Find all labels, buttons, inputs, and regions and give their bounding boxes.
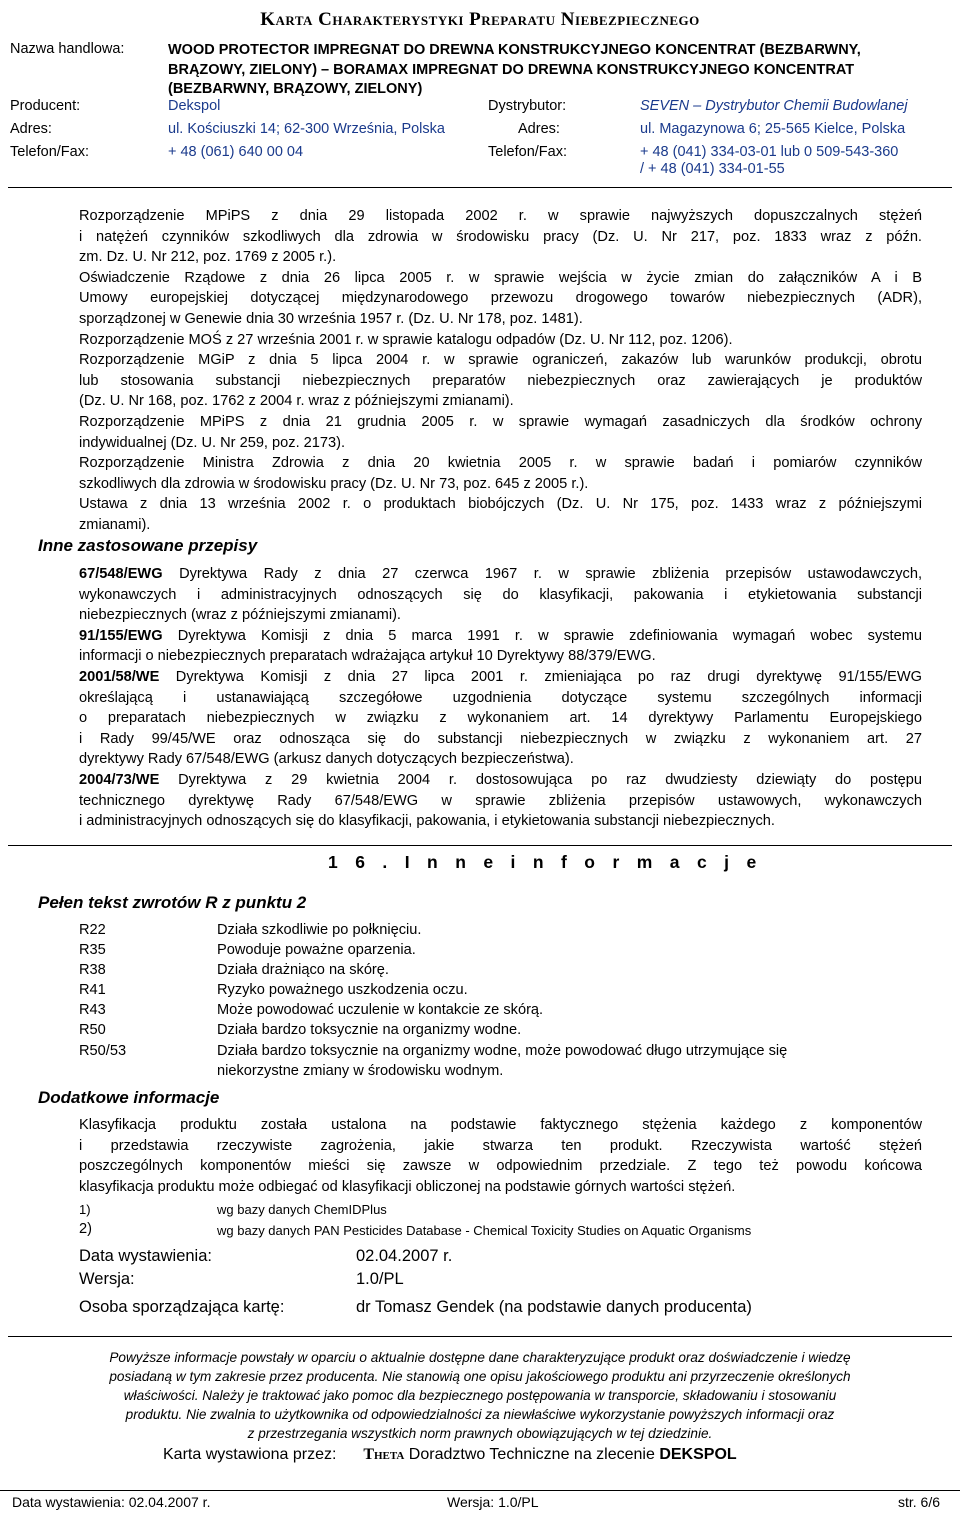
r-phrase-text: Działa szkodliwie po połknięciu. (217, 922, 422, 938)
directive-line: niebezpiecznych (wraz z późniejszymi zmianami). (79, 607, 401, 624)
regulation-line: Rozporządzenie MPiPS z dnia 29 listopada 2002 r. w sprawie najwyższych dopuszczalnych stężeń (79, 208, 922, 224)
distributor-value: SEVEN – Dystrybutor Chemii Budowlanej (640, 98, 908, 114)
directive-text: Dyrektywa z 29 kwietnia 2004 r. dostosowująca po raz dwudziesty dziewiąty do postępu (178, 771, 922, 788)
regulation-line: indywidualnej (Dz. U. Nr 259, poz. 2173). (79, 434, 346, 451)
r-phrase-code: R50/53 (79, 1043, 127, 1059)
other-regulations-heading: Inne zastosowane przepisy (38, 536, 258, 555)
trade-name-line: (BEZBARWNY, BRĄZOWY, ZIELONY) (168, 81, 423, 97)
r-phrase-code: R43 (79, 1002, 106, 1018)
directive-code: 2001/58/WE (79, 668, 160, 685)
r-phrase-code: R22 (79, 922, 106, 938)
r-phrase-text: Działa bardzo toksycznie na organizmy wodne. (217, 1022, 522, 1038)
regulation-line: Oświadczenie Rządowe z dnia 26 lipca 2005 r. w sprawie wejścia w życie zmian do załączników A i B (79, 269, 922, 286)
regulation-line: (Dz. U. Nr 168, poz. 1762 z 2004 r. wraz z późniejszymi zmianami). (79, 393, 514, 410)
footer-divider (0, 1490, 960, 1491)
regulation-line: Rozporządzenie MGiP z dnia 5 lipca 2004 r. w sprawie ograniczeń, zakazów lub warunków produkcji, obrotu (79, 352, 922, 369)
directive-line: i administracyjnych odnoszących się do klasyfikacji, pakowania, i etykietowania substancji niebezpiecznych. (79, 813, 775, 830)
trade-name-label: Nazwa handlowa: (10, 41, 125, 57)
directive-line (79, 667, 922, 688)
directive-line: technicznego dyrektywę Rady 67/548/EWG w sprawie zbliżenia przepisów ustawowych, wykonawczych (79, 792, 922, 809)
producer-address: ul. Kościuszki 14; 62-300 Września, Polska (168, 121, 445, 137)
directive-text: Dyrektywa Komisji z dnia 5 marca 1991 r. w sprawie zdefiniowania wymagań wobec systemu (177, 627, 922, 644)
r-phrase-code: R35 (79, 942, 106, 958)
distributor-phone-2: / + 48 (041) 334-01-55 (640, 161, 785, 177)
regulation-line: Rozporządzenie MOŚ z 27 września 2001 r. w sprawie katalogu odpadów (Dz. U. Nr 112, poz. 1206). (79, 331, 733, 348)
document-title: Karta Charakterystyki Preparatu Niebezpiecznego (260, 9, 700, 30)
distributor-phone-label: Telefon/Fax: (488, 144, 567, 160)
section-16-title: 1 6 . I n n e i n f o r m a c j e (328, 852, 763, 872)
additional-info-heading: Dodatkowe informacje (38, 1088, 220, 1107)
regulation-line: zmianami). (79, 516, 151, 533)
directive-line: o preparatach niebezpiecznych w związku z wykonaniem art. 14 dyrektywy Parlamentu Europejskiego (79, 710, 922, 727)
r-phrase-code: R50 (79, 1022, 106, 1038)
regulation-line: Ustawa z dnia 13 września 2002 r. o produktach biobójczych (Dz. U. Nr 175, poz. 1433 wraz z późniejszymi (79, 496, 922, 513)
footnote-2-text: wg bazy danych PAN Pesticides Database - Chemical Toxicity Studies on Aquatic Organisms (217, 1223, 752, 1238)
producer-address-label: Adres: (10, 121, 52, 137)
header-divider (8, 187, 952, 188)
distributor-phone: + 48 (041) 334-03-01 lub 0 509-543-360 (640, 144, 899, 160)
directive-line: informacji o niebezpiecznych preparatach wdrażająca artykuł 10 Dyrektywy 88/379/EWG. (79, 648, 656, 665)
r-phrase-text: Powoduje poważne oparzenia. (217, 942, 416, 958)
regulation-line: lub stosowania substancji niebezpiecznych preparatów niebezpiecznych oraz zawierających je produktów (79, 372, 922, 389)
producer-value: Dekspol (168, 98, 221, 114)
issue-date-value: 02.04.2007 r. (356, 1247, 453, 1265)
footer-date: Data wystawienia: 02.04.2007 r. (12, 1494, 211, 1510)
footnote-1-number: 1) (79, 1202, 91, 1217)
producer-label: Producent: (10, 98, 81, 114)
disclaimer-divider (8, 1336, 952, 1337)
r-phrase-code: R38 (79, 962, 106, 978)
version-value: 1.0/PL (356, 1270, 404, 1288)
r-phrase-code: R41 (79, 982, 106, 998)
producer-phone: + 48 (061) 640 00 04 (168, 144, 304, 160)
directive-line (79, 626, 922, 647)
r-phrase-text: Działa drażniąco na skórę. (217, 962, 389, 978)
additional-info-line: poszczególnych komponentów mieści się zawsze w odpowiednim przedziale. Z tego też powodu końcowa (79, 1158, 922, 1175)
footer-version: Wersja: 1.0/PL (447, 1494, 539, 1510)
producer-phone-label: Telefon/Fax: (10, 144, 89, 160)
regulations-block (79, 206, 922, 536)
issuer-client: DEKSPOL (659, 1446, 737, 1463)
additional-info-line: klasyfikacja produktu może odbiegać od klasyfikacji obliczonej na podstawie górnych wartości stężeń. (79, 1178, 736, 1195)
directive-line: określającą i ustanawiającą szczegółowe uzgodnienia dotyczące systemu szczególnych informacji (79, 689, 922, 706)
regulation-line: zm. Dz. U. Nr 212, poz. 1769 z 2005 r.). (79, 249, 337, 266)
trade-name-line: BRĄZOWY, ZIELONY) – BORAMAX IMPREGNAT DO DREWNA KONSTRUKCYJNEGO KONCENTRAT (168, 61, 855, 78)
r-phrase-text: niekorzystne zmiany w środowisku wodnym. (217, 1063, 504, 1079)
disclaimer-line: posiadaną w tym zakresie przez producenta. Nie stanowią one opisu jakościowego produktu ani przyrzeczenie określonych (109, 1369, 851, 1384)
distributor-address-label: Adres: (518, 121, 560, 137)
directive-line: i Rady 99/45/WE oraz odnosząca się do substancji niebezpiecznych w związku z wykonaniem art. 27 (79, 730, 922, 747)
disclaimer-line: z przestrzegania wszystkich norm prawnych obowiązujących w tej dziedzinie. (247, 1426, 713, 1441)
section-divider (8, 845, 952, 846)
directive-code: 91/155/EWG (79, 627, 163, 644)
disclaimer (40, 1348, 920, 1443)
additional-info-line: Klasyfikacja produktu została ustalona na podstawie faktycznego stężenia każdego z komponentów (79, 1117, 922, 1133)
issuer-description: Doradztwo Techniczne na zlecenie (408, 1446, 655, 1463)
issued-by-label: Karta wystawiona przez: (163, 1446, 337, 1463)
directive-text: Dyrektywa Rady z dnia 27 czerwca 1967 r. w sprawie zbliżenia przepisów ustawodawczych, (179, 566, 922, 582)
regulation-line: i natężeń czynników szkodliwych dla zdrowia w środowisku pracy (Dz. U. Nr 217, poz. 1833 wraz z późn. (79, 228, 922, 245)
version-label: Wersja: (79, 1270, 135, 1288)
issuer-company: Theta (363, 1446, 405, 1463)
directive-code: 67/548/EWG (79, 566, 163, 582)
r-phrase-text: Może powodować uczulenie w kontakcie ze skórą. (217, 1002, 544, 1018)
r-phrases-heading: Pełen tekst zwrotów R z punktu 2 (38, 893, 307, 912)
footnote-1-text: wg bazy danych ChemIDPlus (217, 1202, 387, 1217)
directives-block (79, 564, 922, 832)
footer-page-number: str. 6/6 (898, 1494, 941, 1510)
directive-line: wykonawczych i administracyjnych odnoszących się do klasyfikacji, pakowania i etykietowania substancji (79, 586, 922, 603)
additional-info-line: i przedstawia rzeczywiste zagrożenia, jakie stwarza ten produkt. Rzeczywista wartość stężeń (79, 1137, 922, 1154)
distributor-label: Dystrybutor: (488, 98, 567, 114)
directive-line (79, 770, 922, 791)
regulation-line: Rozporządzenie Ministra Zdrowia z dnia 20 kwietnia 2005 r. w sprawie badań i pomiarów czynników (79, 455, 922, 472)
disclaimer-line: Powyższe informacje powstały w oparciu o aktualnie dostępne dane charakteryzujące produkt oraz doświadczenie i wiedzę (109, 1350, 851, 1365)
footnote-2-number: 2) (79, 1221, 92, 1237)
regulation-line: sporządzonej w Genewie dnia 30 września 1957 r. (Dz. U. Nr 178, poz. 1481). (79, 310, 583, 327)
r-phrase-text: Ryzyko poważnego uszkodzenia oczu. (217, 982, 468, 998)
issue-date-label: Data wystawienia: (79, 1247, 212, 1265)
r-phrase-text: Działa bardzo toksycznie na organizmy wodne, może powodować długo utrzymujące się (217, 1043, 788, 1059)
trade-name-line: WOOD PROTECTOR IMPREGNAT DO DREWNA KONSTRUKCYJNEGO KONCENTRAT (BEZBARWNY, (168, 42, 861, 58)
distributor-address: ul. Magazynowa 6; 25-565 Kielce, Polska (640, 121, 906, 137)
disclaimer-line: produktu. Nie zwalnia to użytkownika od odpowiedzialności za niewłaściwe wykorzystanie powyższych informacji oraz (125, 1407, 835, 1422)
directive-line (79, 564, 922, 585)
regulation-line: Rozporządzenie MPiPS z dnia 21 grudnia 2005 r. w sprawie wymagań zasadniczych dla środków ochrony (79, 413, 922, 430)
disclaimer-line: właściwości. Należy je traktować jako pomoc dla bezpiecznego postępowania w transporcie, składowaniu i stosowaniu (123, 1388, 837, 1403)
directive-text: Dyrektywa Komisji z dnia 27 lipca 2001 r. zmieniająca po raz drugi dyrektywę 91/155/EWG (175, 668, 922, 685)
author-label: Osoba sporządzająca kartę: (79, 1298, 285, 1316)
additional-info-text (79, 1115, 922, 1197)
trade-name (168, 41, 861, 100)
regulation-line: Umowy europejskiej dotyczącej międzynarodowego przewozu drogowego towarów niebezpiecznych (ADR), (79, 290, 922, 307)
regulation-line: szkodliwych dla zdrowia w środowisku pracy (Dz. U. Nr 73, poz. 645 z 2005 r.). (79, 475, 589, 492)
directive-code: 2004/73/WE (79, 771, 160, 788)
author-value: dr Tomasz Gendek (na podstawie danych producenta) (356, 1298, 752, 1316)
directive-line: dyrektywy Rady 67/548/EWG (arkusz danych dotyczących bezpieczeństwa). (79, 751, 574, 768)
issued-by (163, 1446, 737, 1464)
